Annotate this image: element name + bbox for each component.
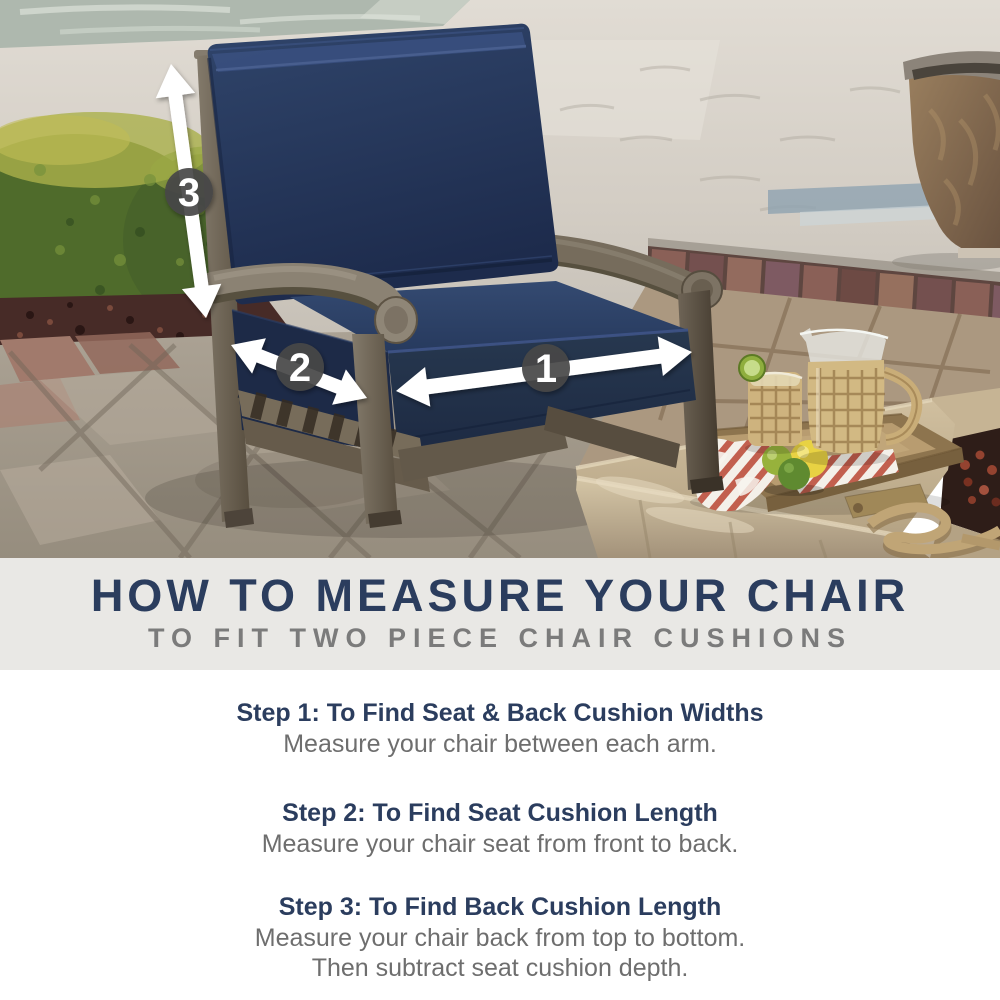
step-2-title: Step 2: To Find Seat Cushion Length — [282, 799, 718, 827]
step-1-text: Measure your chair between each arm. — [283, 730, 717, 758]
step-3-title: Step 3: To Find Back Cushion Length — [278, 893, 722, 921]
page-subtitle: TO FIT TWO PIECE CHAIR CUSHIONS — [147, 623, 852, 654]
step-3-text-line-2: Then subtract seat cushion depth. — [311, 954, 689, 982]
lime-dark — [778, 458, 810, 490]
instructions — [0, 670, 1000, 1000]
step-1-title: Step 1: To Find Seat & Back Cushion Widths — [236, 699, 764, 727]
back-cushion — [208, 24, 559, 305]
marker-2-label: 2 — [288, 346, 312, 390]
step-3-text-line-1: Measure your chair back from top to bottom. — [254, 924, 746, 952]
page-title: HOW TO MEASURE YOUR CHAIR — [90, 570, 910, 621]
step-2 — [0, 798, 1000, 859]
step-2-text: Measure your chair seat from front to back. — [261, 830, 739, 858]
marker-3-label: 3 — [177, 171, 201, 215]
marker-1-label: 1 — [534, 347, 558, 391]
heading-band — [0, 558, 1000, 670]
step-1 — [0, 698, 1000, 759]
step-3 — [0, 892, 1000, 983]
